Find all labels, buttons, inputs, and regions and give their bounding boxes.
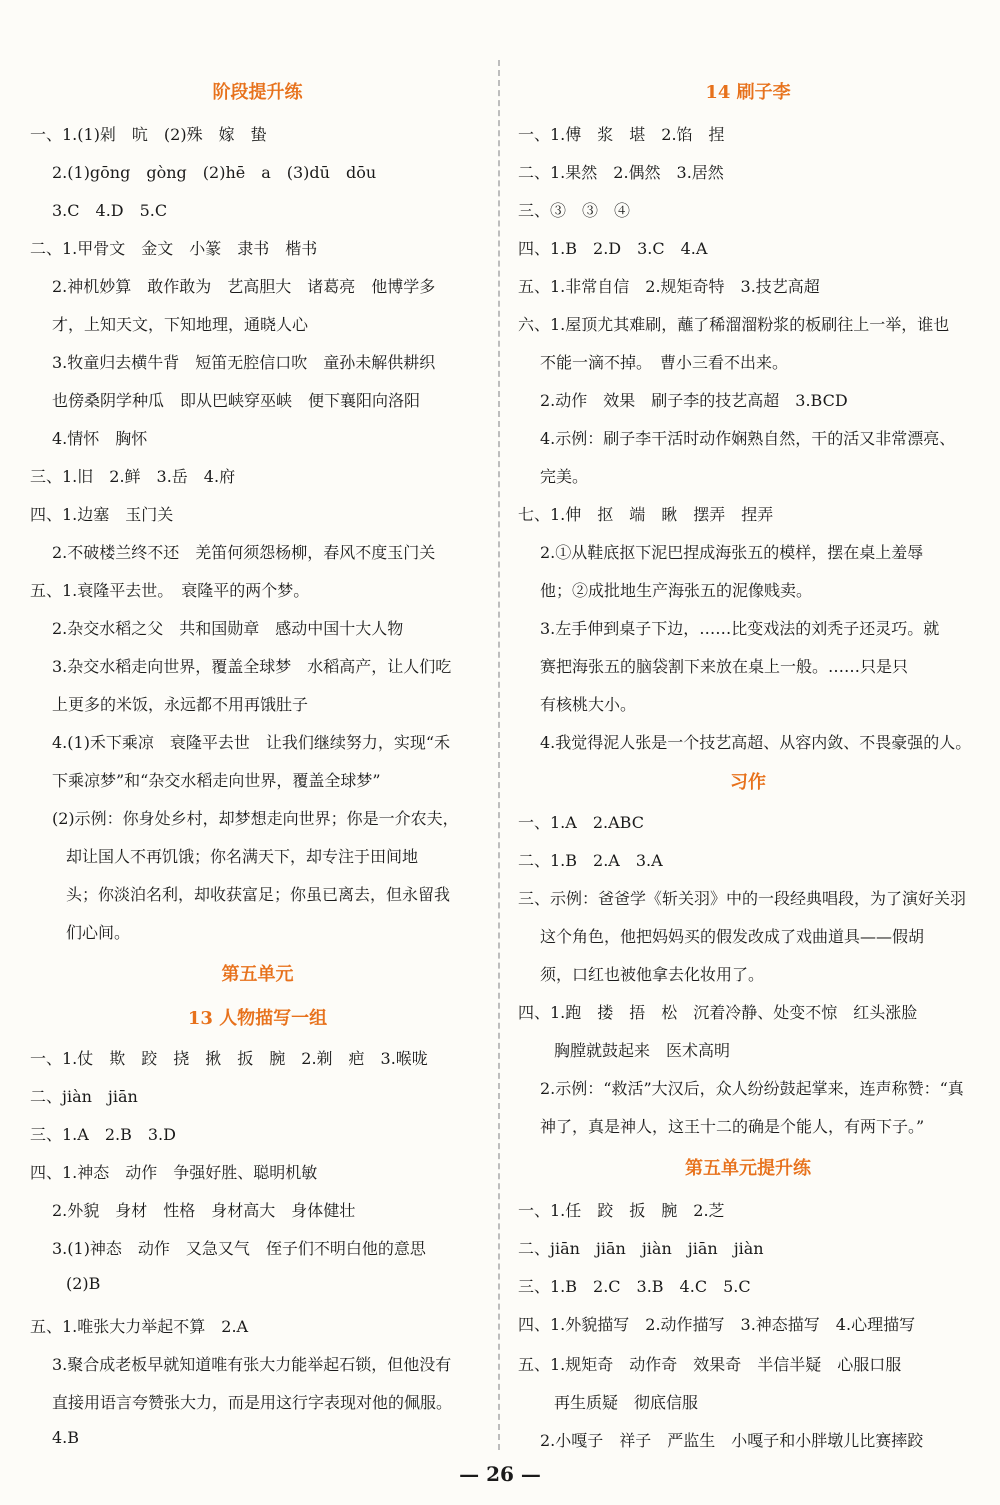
- answer-line: 2.不破楼兰终不还 羌笛何须怨杨柳，春风不度玉门关: [52, 543, 436, 562]
- answer-line: 四、1.外貌描写 2.动作描写 3.神态描写 4.心理描写: [518, 1315, 916, 1334]
- answer-line: 五、1.规矩奇 动作奇 效果奇 半信半疑 心服口服: [518, 1355, 902, 1374]
- answer-line: 三、示例：爸爸学《斩关羽》中的一段经典唱段，为了演好关羽: [518, 889, 967, 908]
- answer-line: 神了，真是神人，这王十二的确是个能人，有两下子。”: [540, 1117, 925, 1136]
- answer-line: 三、1.B 2.C 3.B 4.C 5.C: [518, 1277, 751, 1296]
- answer-line: 2.小嘎子 祥子 严监生 小嘎子和小胖墩儿比赛摔跤: [540, 1431, 924, 1450]
- answer-line: 2.杂交水稻之父 共和国勋章 感动中国十大人物: [52, 619, 404, 638]
- answer-line: 完美。: [540, 467, 589, 486]
- answer-line: 四、1.跑 搂 捂 松 沉着冷静、处变不惊 红头涨脸: [518, 1003, 918, 1022]
- answer-line: 2.动作 效果 刷子李的技艺高超 3.BCD: [540, 391, 848, 410]
- answer-line: 这个角色，他把妈妈买的假发改成了戏曲道具——假胡: [540, 927, 925, 946]
- page-number: — 26 —: [459, 1462, 541, 1486]
- answer-line: 4.B: [52, 1428, 80, 1447]
- answer-line: 他；②成批地生产海张五的泥像贱卖。: [540, 581, 813, 600]
- answer-line: 3.聚合成老板早就知道唯有张大力能举起石锁，但他没有: [52, 1355, 452, 1374]
- answer-line: 3.(1)神态 动作 又急又气 侄子们不明白他的意思: [52, 1239, 426, 1258]
- section-heading-writing: 习作: [730, 772, 766, 793]
- answer-line: 一、1.(1)剁 吭 (2)殊 嫁 蛰: [30, 125, 267, 144]
- answer-line: 不能一滴不掉。 曹小三看不出来。: [540, 353, 789, 372]
- answer-line: 3.杂交水稻走向世界，覆盖全球梦 水稻高产，让人们吃: [52, 657, 452, 676]
- answer-line: 二、1.B 2.A 3.A: [518, 851, 663, 870]
- answer-line: (2)示例：你身处乡村，却梦想走向世界；你是一介农夫，: [52, 809, 459, 828]
- answer-line: 也傍桑阴学种瓜 即从巴峡穿巫峡 便下襄阳向洛阳: [52, 391, 421, 410]
- answer-line: 五、1.非常自信 2.规矩奇特 3.技艺高超: [518, 277, 820, 296]
- answer-line: 们心间。: [66, 923, 131, 942]
- answer-line: 4.我觉得泥人张是一个技艺高超、从容内敛、不畏豪强的人。: [540, 733, 972, 752]
- answer-line: 直接用语言夸赞张大力，而是用这行字表现对他的佩服。: [52, 1393, 453, 1412]
- answer-line: 赛把海张五的脑袋割下来放在桌上一般。……只是只: [540, 657, 909, 676]
- lesson-heading: 14 刷子李: [705, 82, 791, 103]
- answer-line: 3.牧童归去横牛背 短笛无腔信口吹 童孙未解供耕织: [52, 353, 436, 372]
- answer-line: 四、1.B 2.D 3.C 4.A: [518, 239, 708, 258]
- answer-line: 4.示例：刷子李干活时动作娴熟自然，干的活又非常漂亮、: [540, 429, 956, 448]
- answer-line: 四、1.神态 动作 争强好胜、聪明机敏: [30, 1163, 318, 1182]
- answer-line: 2.神机妙算 敢作敢为 艺高胆大 诸葛亮 他博学多: [52, 277, 436, 296]
- answer-line: 三、③ ③ ④: [518, 201, 631, 220]
- answer-line: 却让国人不再饥饿；你名满天下，却专注于田间地: [66, 847, 419, 866]
- answer-line: 2.①从鞋底抠下泥巴捏成海张五的模样，摆在桌上羞辱: [540, 543, 924, 562]
- answer-line: 一、1.A 2.ABC: [518, 813, 644, 832]
- answer-line: 二、1.果然 2.偶然 3.居然: [518, 163, 724, 182]
- answer-line: 2.外貌 身材 性格 身材高大 身体健壮: [52, 1201, 356, 1220]
- answer-line: 一、1.傅 浆 堪 2.馅 捏: [518, 125, 725, 144]
- answer-line: 再生质疑 彻底信服: [554, 1393, 699, 1412]
- answer-line: 才，上知天文，下知地理，通晓人心: [52, 315, 309, 334]
- answer-line: 有核桃大小。: [540, 695, 637, 714]
- answer-line: 三、1.旧 2.鲜 3.岳 4.府: [30, 467, 236, 486]
- answer-line: 2.(1)gōng gòng (2)hē a (3)dū dōu: [52, 163, 377, 182]
- answer-line: 四、1.边塞 玉门关: [30, 505, 174, 524]
- answer-line: 3.左手伸到桌子下边，……比变戏法的刘秃子还灵巧。就: [540, 619, 940, 638]
- answer-line: 五、1.衰隆平去世。 衰隆平的两个梦。: [30, 581, 310, 600]
- answer-line: 二、1.甲骨文 金文 小篆 隶书 楷书: [30, 239, 318, 258]
- answer-line: 须，口红也被他拿去化妆用了。: [540, 965, 765, 984]
- column-divider: [498, 60, 500, 1450]
- answer-line: 五、1.唯张大力举起不算 2.A: [30, 1317, 249, 1336]
- answer-line: 三、1.A 2.B 3.D: [30, 1125, 176, 1144]
- answer-line: 上更多的米饭，永远都不用再饿肚子: [52, 695, 309, 714]
- lesson-heading: 13 人物描写一组: [187, 1008, 328, 1029]
- answer-line: 胸膛就鼓起来 医术高明: [554, 1041, 731, 1060]
- answer-line: (2)B: [66, 1274, 101, 1293]
- unit-heading: 第五单元: [221, 964, 294, 985]
- answer-line: 一、1.仗 欺 跤 挠 揪 扳 腕 2.剃 疤 3.喉咙: [30, 1049, 428, 1068]
- answer-line: 七、1.伸 抠 端 瞅 摆弄 捏弄: [518, 505, 774, 524]
- answer-line: 头；你淡泊名利，却收获富足；你虽已离去，但永留我: [66, 885, 451, 904]
- answer-line: 二、jiàn jiān: [30, 1087, 138, 1106]
- section-heading-unit-practice: 第五单元提升练: [685, 1158, 811, 1179]
- section-heading-stage-practice: 阶段提升练: [212, 82, 303, 103]
- answer-line: 2.示例：“救活”大汉后，众人纷纷鼓起掌来，连声称赞：“真: [540, 1079, 964, 1098]
- answer-line: 二、jiān jiān jiàn jiān jiàn: [518, 1239, 764, 1258]
- answer-line: 4.情怀 胸怀: [52, 429, 148, 448]
- answer-line: 4.(1)禾下乘凉 衰隆平去世 让我们继续努力，实现“禾: [52, 733, 451, 752]
- answer-line: 一、1.任 跤 扳 腕 2.芝: [518, 1201, 725, 1220]
- answer-line: 六、1.屋顶尤其难刷，蘸了稀溜溜粉浆的板刷往上一举，谁也: [518, 315, 950, 334]
- answer-line: 3.C 4.D 5.C: [52, 201, 168, 220]
- answer-line: 下乘凉梦”和“杂交水稻走向世界，覆盖全球梦”: [52, 771, 381, 790]
